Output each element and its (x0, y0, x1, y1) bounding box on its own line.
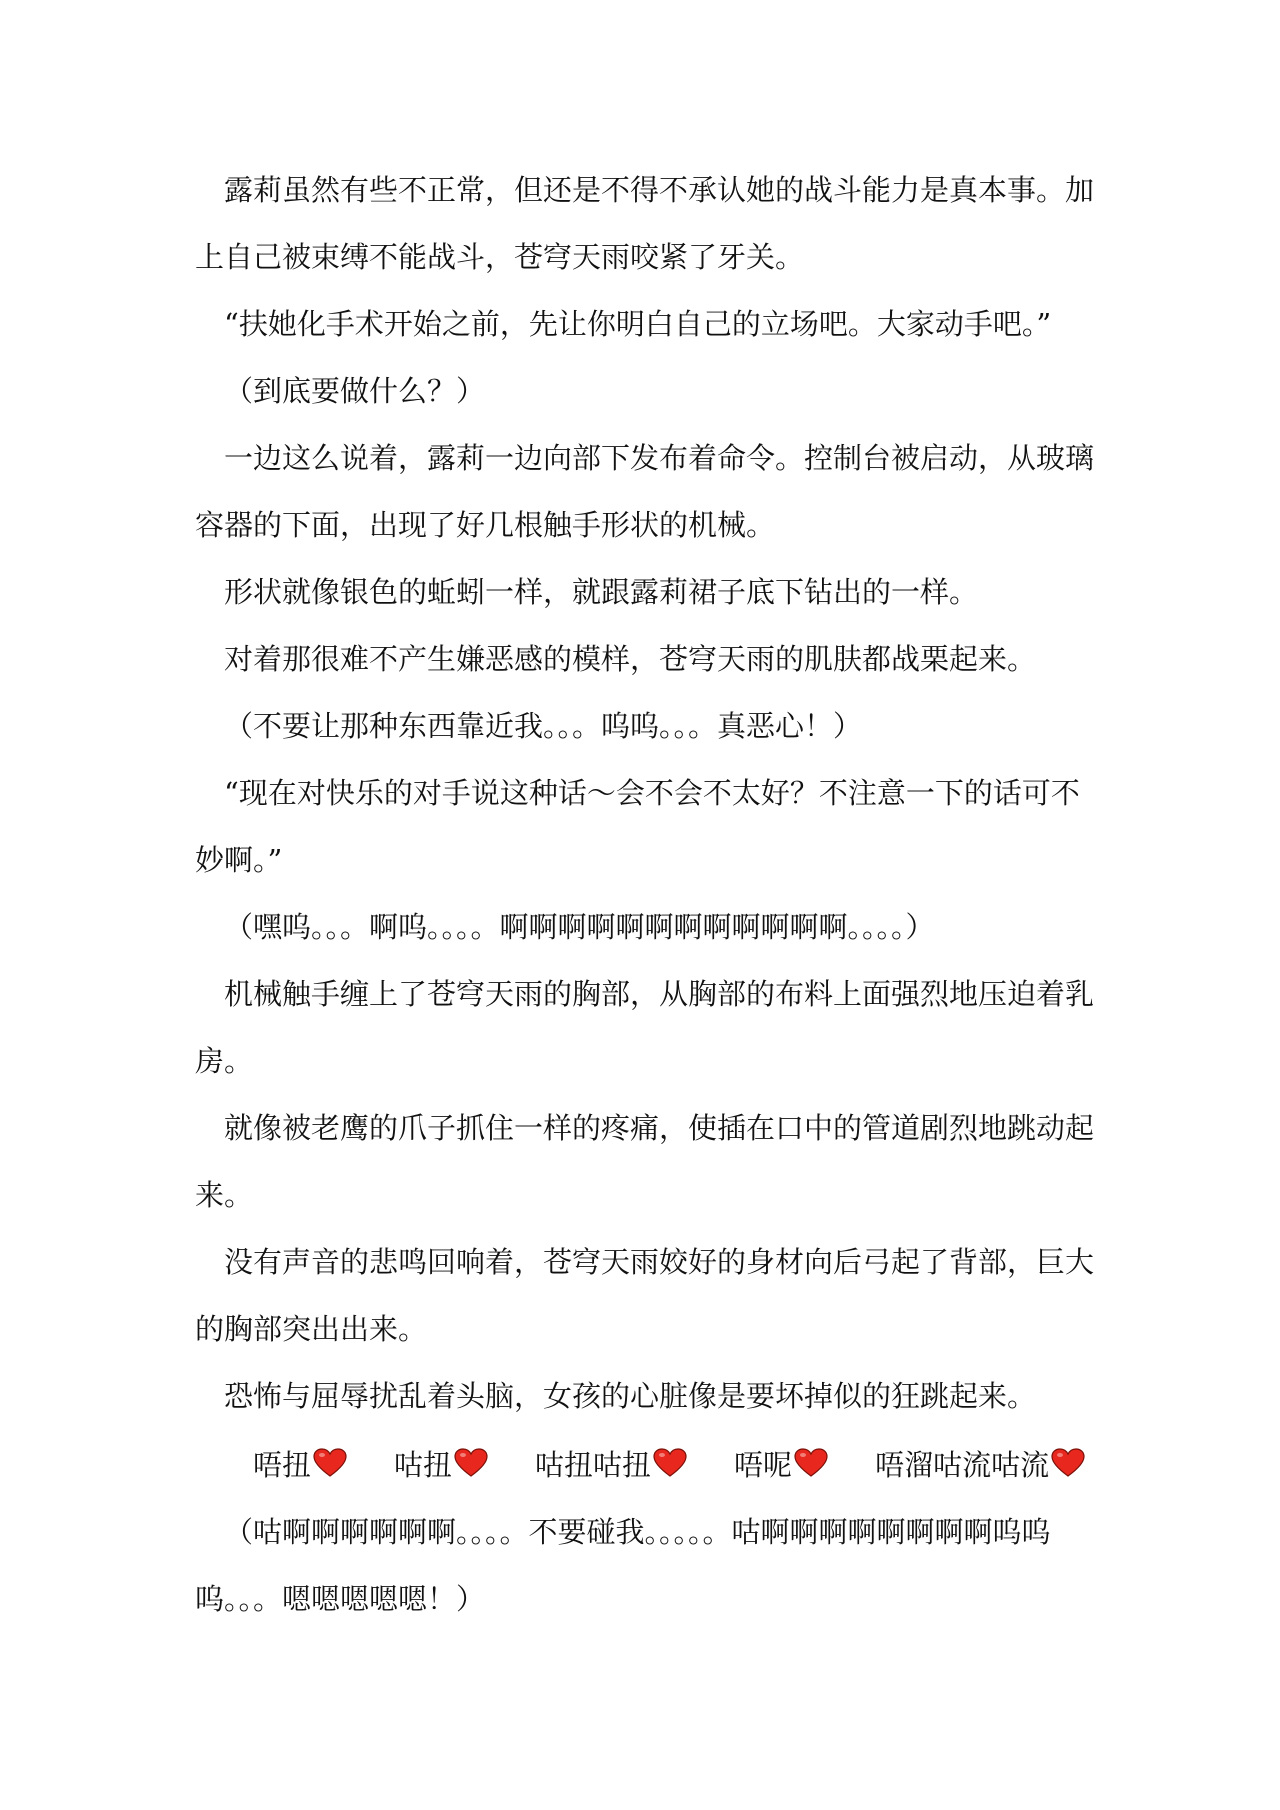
onomatopoeia-word: 唔溜咕流咕流 (875, 1447, 1050, 1482)
paragraph: （不要让那种东西靠近我。。。呜呜。。。真恶心！） (224, 709, 863, 743)
onomatopoeia-word: 咕扭 (394, 1447, 453, 1482)
heart-icon (1051, 1448, 1085, 1478)
paragraph: （到底要做什么？） (224, 374, 486, 408)
paragraph: 对着那很难不产生嫌恶感的模样，苍穹天雨的肌肤都战栗起来。 (224, 642, 1037, 676)
onomatopoeia-word: 唔呢 (734, 1447, 793, 1482)
paragraph: 没有声音的悲鸣回响着，苍穹天雨姣好的身材向后弓起了背部，巨大的胸部突出出来。 (195, 1245, 1095, 1346)
heart-icon (454, 1448, 488, 1478)
paragraph: （咕啊啊啊啊啊啊。。。。不要碰我。。。。。咕啊啊啊啊啊啊啊啊呜呜呜。。。嗯嗯嗯嗯嗯！） (195, 1514, 1051, 1616)
onomatopoeia-word: 咕扭咕扭 (535, 1447, 652, 1482)
heart-icon (313, 1448, 347, 1478)
onomatopoeia-word: 唔扭 (253, 1447, 312, 1482)
paragraph: 露莉虽然有些不正常，但还是不得不承认她的战斗能力是真本事。加上自己被束缚不能战斗，苍穹天雨咬紧了牙关。 (195, 173, 1095, 274)
heart-icon (794, 1448, 828, 1478)
paragraph: “现在对快乐的对手说这种话～会不会不太好？不注意一下的话可不妙啊。” (195, 776, 1080, 877)
paragraph: 就像被老鹰的爪子抓住一样的疼痛，使插在口中的管道剧烈地跳动起来。 (195, 1111, 1095, 1212)
paragraph: 恐怖与屈辱扰乱着头脑，女孩的心脏像是要坏掉似的狂跳起来。 (224, 1379, 1037, 1413)
text-block (195, 157, 1095, 1633)
paragraph: （嘿呜。。。啊呜。。。。啊啊啊啊啊啊啊啊啊啊啊啊。。。。） (224, 910, 935, 944)
paragraph: 一边这么说着，露莉一边向部下发布着命令。控制台被启动，从玻璃容器的下面，出现了好几根触手形状的机械。 (195, 441, 1095, 542)
paragraph: 形状就像银色的蚯蚓一样，就跟露莉裙子底下钻出的一样。 (224, 575, 979, 609)
paragraph: 机械触手缠上了苍穹天雨的胸部，从胸部的布料上面强烈地压迫着乳房。 (195, 977, 1095, 1078)
paragraph: “扶她化手术开始之前，先让你明白自己的立场吧。大家动手吧。” (224, 307, 1052, 341)
heart-icon (653, 1448, 687, 1478)
onomatopoeia-line (195, 1430, 1095, 1499)
